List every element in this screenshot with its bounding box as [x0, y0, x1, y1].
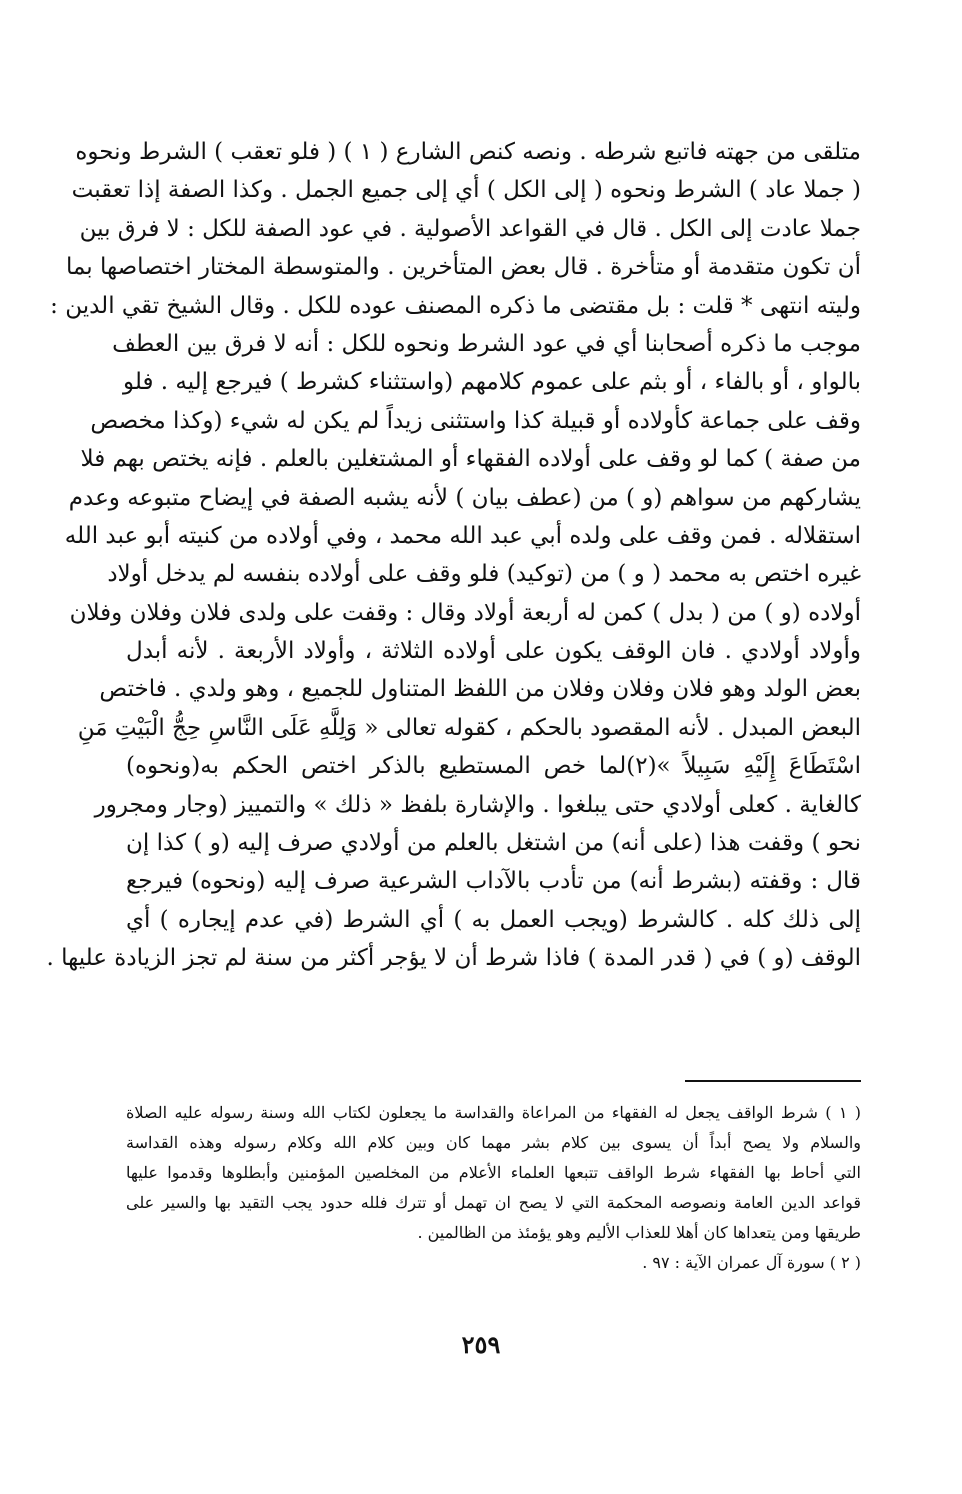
- text-line: أولاده (و ) من ( بدل ) كمن له أربعة أولاد وقال : وقفت على ولدى فلان وفلان وفلان: [69, 599, 861, 626]
- footnote-line: قواعد الدين العامة ونصوصه المحكمة التي لا يصح ان تهمل أو تترك فلله حدود يجب التقيد بها والسير على: [126, 1193, 861, 1212]
- footnote-line: التي أحاط بها الفقهاء شرط الواقف تتبعها العلماء الأعلام من المخلصين المؤمنين وأبطلوها وقدموا عليها: [126, 1163, 861, 1182]
- text-line: من صفة ) كما لو وقف على أولاده الفقهاء أو المشتغلين بالعلم . فإنه يختص بهم فلا: [80, 446, 861, 473]
- footnote-separator: [685, 1080, 861, 1082]
- text-line: أن تكون متقدمة أو متأخرة . قال بعض المتأخرين . والمتوسطة المختار اختصاصها بما: [65, 254, 861, 281]
- footnotes-block: [126, 1098, 861, 1278]
- text-line: ( جملا عاد ) الشرط ونحوه ( إلى الكل ) أي إلى جميع الجمل . وكذا الصفة إذا تعقبت: [71, 177, 861, 204]
- text-line: وليته انتهى * قلت : بل مقتضى ما ذكره المصنف عوده للكل . وقال الشيخ تقي الدين :: [50, 292, 861, 319]
- text-line: متلقى من جهته فاتبع شرطه . ونصه كنص الشارع ( ١ ) ( فلو تعقب ) الشرط ونحوه: [75, 139, 861, 165]
- text-line: اسْتَطَاعَ إِلَيْهِ سَبِيلاً »(٢)لما خص المستطيع بالذكر اختص الحكم به(ونحوه): [126, 753, 861, 780]
- footnote-line: ( ٢ ) سورة آل عمران الآية : ٩٧ .: [642, 1253, 861, 1272]
- text-line: وقف على جماعة كأولاده أو قبيلة كذا واستثنى زيداً لم يكن له شيء (وكذا مخصص: [90, 407, 861, 434]
- text-line: كالغاية . كعلى أولادي حتى يبلغوا . والإشارة بلفظ « ذلك » والتمييز (وجار ومجرور: [94, 791, 861, 818]
- text-line: إلى ذلك كله . كالشرط (ويجب العمل به ) أي الشرط (في عدم إيجاره ) أي: [126, 906, 861, 933]
- text-line: موجب ما ذكره أصحابنا أي في عود الشرط ونحوه للكل : أنه لا فرق بين العطف: [112, 330, 861, 357]
- text-line: الوقف (و ) في ( قدر المدة ) فاذا شرط أن لا يؤجر أكثر من سنة لم تجز الزيادة عليها .: [46, 945, 861, 972]
- text-line: استقلاله . فمن وقف على ولده أبي عبد الله محمد ، وفي أولاده من كنيته أبو عبد الله: [64, 522, 861, 549]
- page-number: ٢٥٩: [461, 1330, 501, 1359]
- footnote-line: طريقها ومن يتعداها كان أهلا للعذاب الأليم وهو يؤمئذ من الظالمين .: [417, 1223, 861, 1242]
- text-line: يشاركهم من سواهم (و ) من (عطف بيان ) لأنه يشبه الصفة في إيضاح متبوعه وعدم: [68, 484, 861, 511]
- text-line: بعض الولد وهو فلان وفلان وفلان من اللفظ المتناول للجميع ، وهو ولدي . فاختص: [99, 676, 861, 703]
- footnote-line: ( ١ ) شرط الواقف يجعل له الفقهاء من المراعاة والقداسة ما يجعلون لكتاب الله وسنة رسوله عليه الصلاة: [126, 1103, 862, 1122]
- footnote-line: والسلام ولا يصح أبداً أن يسوى بين كلام بشر مهما كان وبين كلام الله وكلام رسوله وهذه القداسة: [126, 1133, 861, 1152]
- text-line: وأولاد أولادي . فان الوقف يكون على أولاده الثلاثة ، وأولاد الأربعة . لأنه أبدل: [126, 638, 861, 665]
- text-line: البعض المبدل . لأنه المقصود بالحكم ، كقوله تعالى « وَلِلَّهِ عَلَى النَّاسِ حِجُّ الْبَيْتِ مَنِ: [77, 714, 861, 741]
- text-line: بالواو ، أو بالفاء ، أو بثم على عموم كلامهم (واستثناء كشرط ) فيرجع إليه . فلو: [122, 369, 861, 396]
- text-line: غيره اختص به محمد ( و ) من (توكيد) فلو وقف على أولاده بنفسه لم يدخل أولاد: [107, 561, 861, 588]
- text-line: قال : وقفته (بشرط أنه) من تأدب بالآداب الشرعية صرف إليه (ونحوه) فيرجع: [126, 868, 861, 895]
- text-line: نحو ) وقفت هذا (على أنه) من اشتغل بالعلم من أولادي صرف إليه (و ) كذا إن: [126, 830, 861, 857]
- text-line: جملا عادت إلى الكل . قال في القواعد الأصولية . في عود الصفة للكل : لا فرق بين: [79, 215, 861, 242]
- main-text-block: [46, 133, 861, 978]
